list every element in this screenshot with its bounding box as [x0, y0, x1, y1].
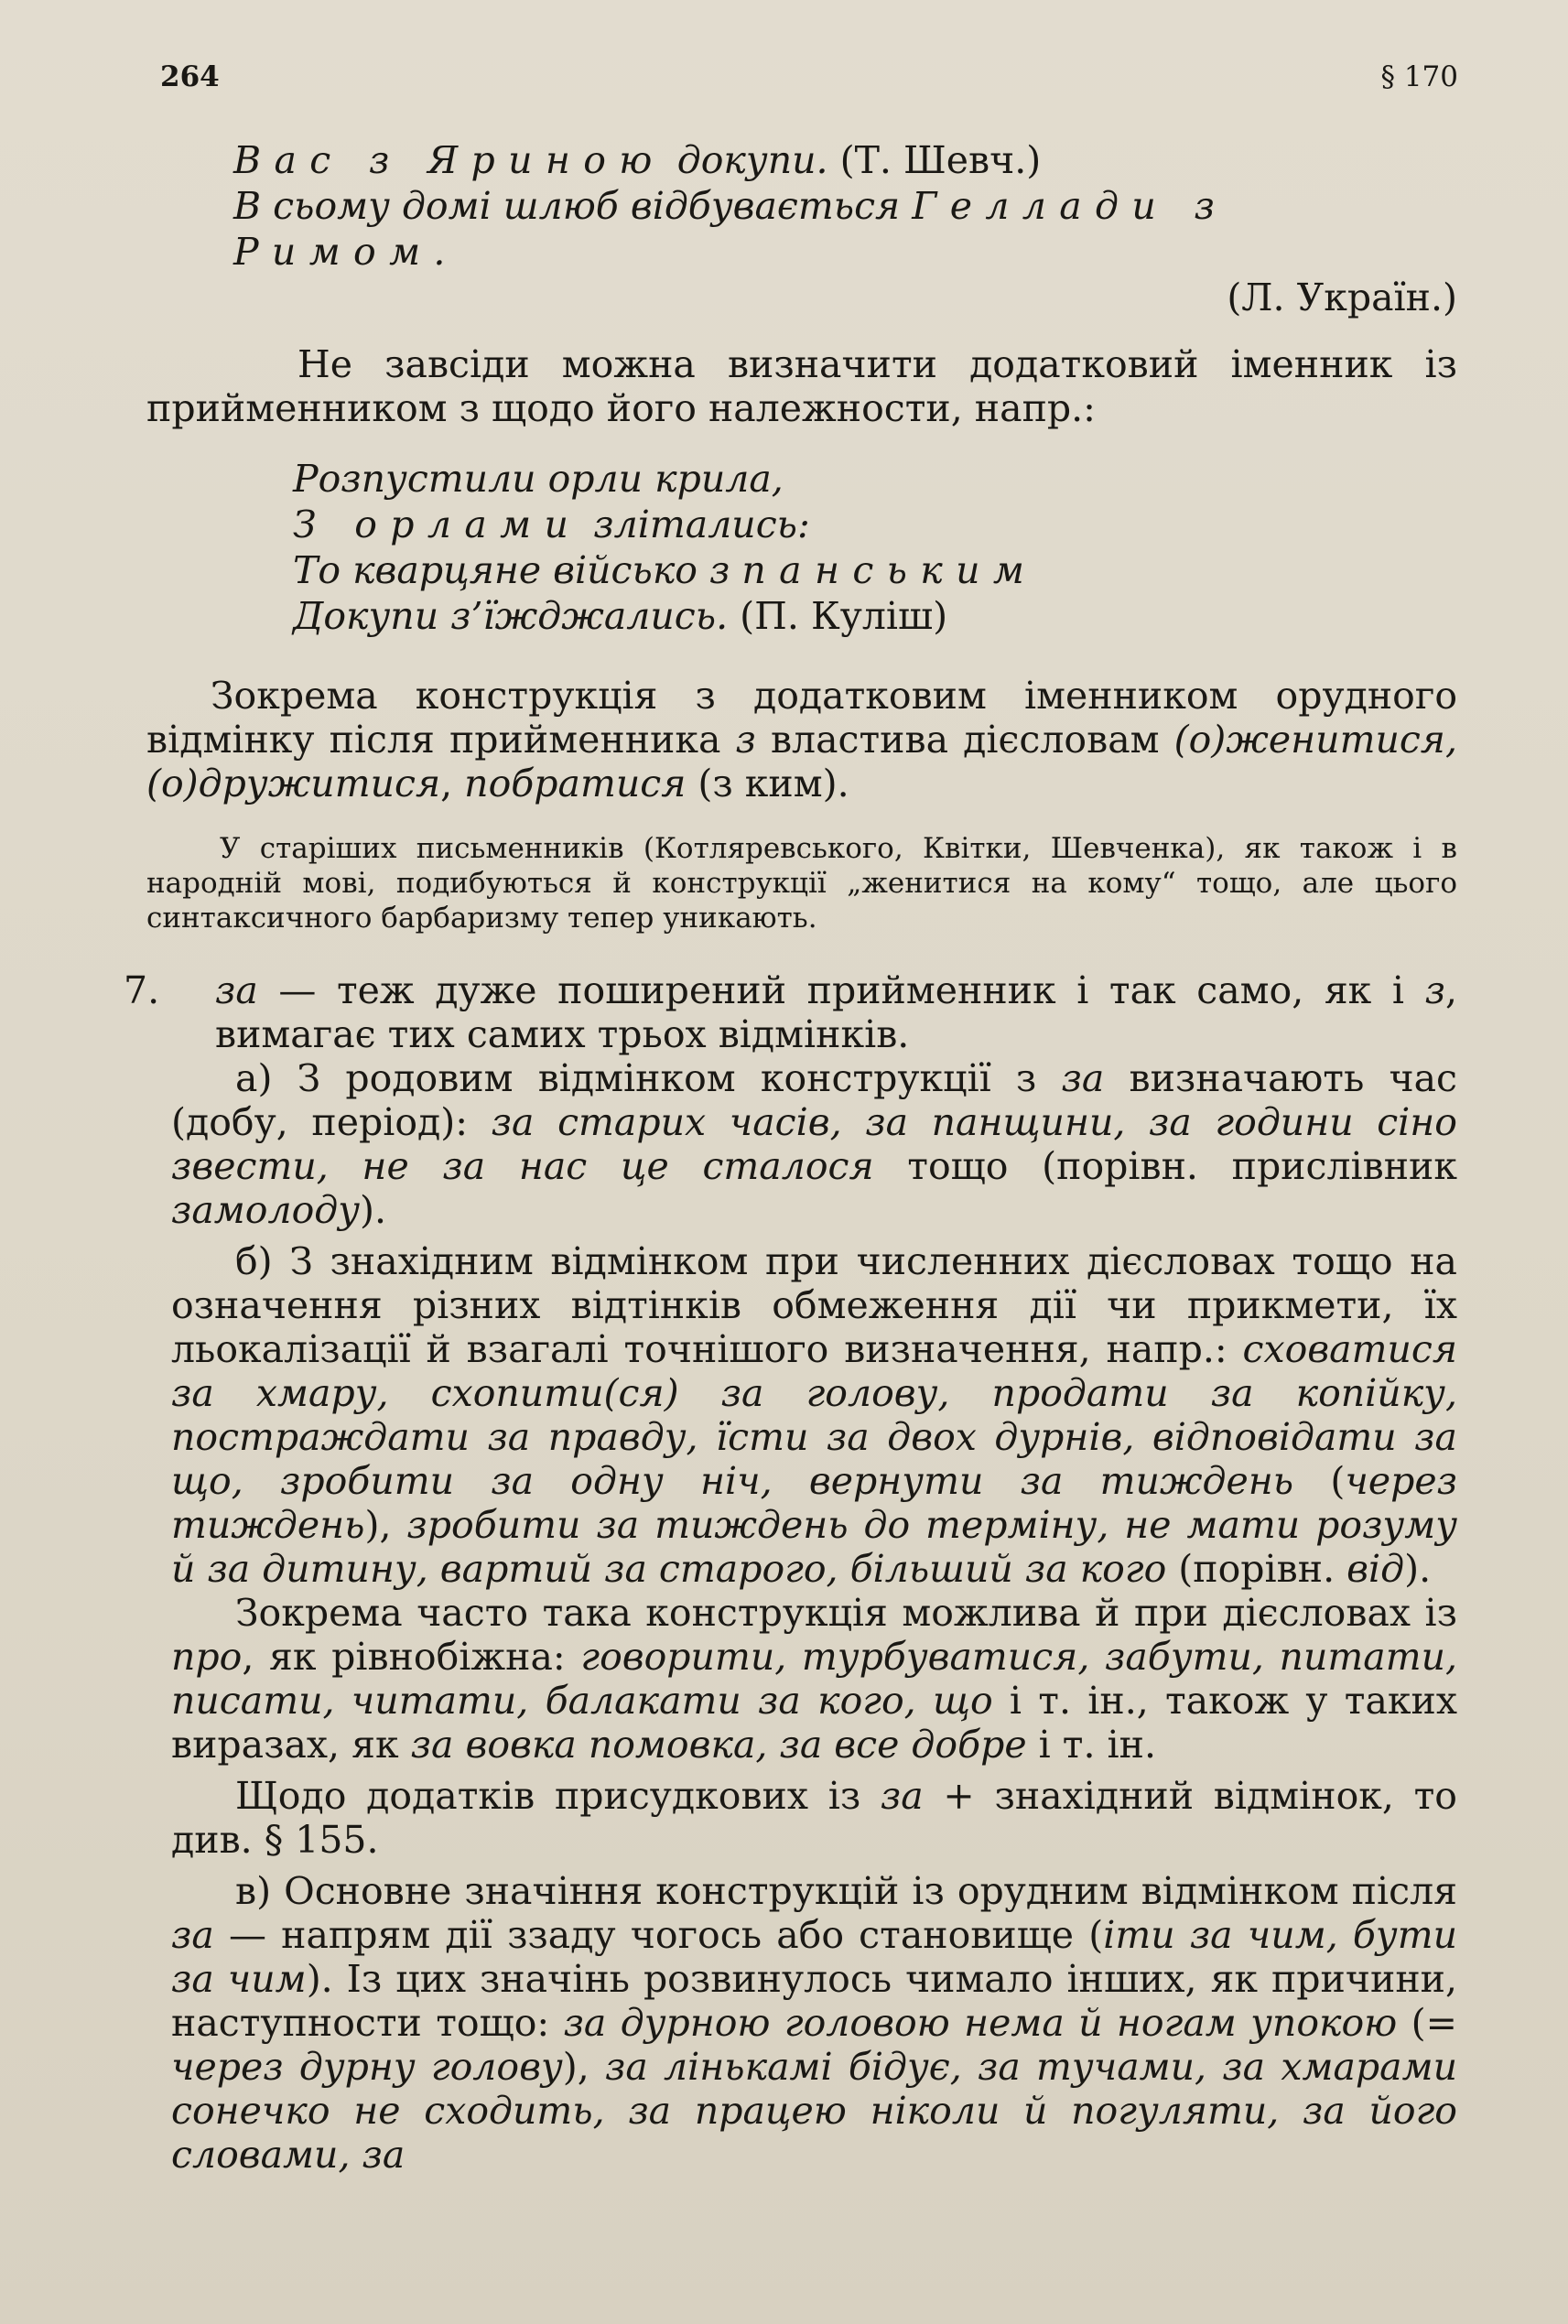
page-number: 264 — [160, 60, 220, 93]
text-italic: за вовка помовка, за все добре — [410, 1723, 1027, 1767]
text-italic: за — [1061, 1056, 1105, 1100]
text-italic: зробити за тиждень до терміну, не мати розуму й за дитину, вартий за старого, більший за кого — [171, 1503, 1457, 1591]
poem-text: злітались: — [581, 503, 810, 546]
text: — теж дуже поширений прийменник і так само, як і — [257, 968, 1425, 1012]
quote-line-1 — [233, 137, 1457, 183]
quote-source: (Т. Шевч.) — [827, 138, 1042, 182]
text: тощо (порівн. прислівник — [873, 1144, 1457, 1188]
quote-spaced: Вас з Яриною — [233, 138, 665, 182]
paragraph-4 — [105, 1774, 1457, 1862]
paragraph-1: Не завсіди можна визначити додатковий іменник із прийменником з щодо його належности, напр.: — [146, 342, 1457, 430]
text: ), — [562, 2045, 606, 2089]
text-italic: іти за чим, бути за чим — [171, 1913, 1457, 2001]
poem-text: Докупи з’їжджались. — [293, 594, 729, 638]
text-italic: з — [1424, 968, 1445, 1012]
text: — напрям дії ззаду чогось або становище ( — [213, 1913, 1104, 1957]
text-italic: (о)женитися, (о)дружитися — [146, 718, 1457, 805]
text-italic: за старих часів, за панщини, за години сіно звести, не за нас це сталося — [171, 1100, 1457, 1188]
text-italic: за дурною головою нема й ногам упокою — [563, 2001, 1398, 2045]
text-italic: за — [215, 968, 258, 1012]
text-italic: за — [880, 1774, 924, 1818]
text: ). — [360, 1188, 387, 1232]
text-italic: побратися — [464, 762, 687, 805]
text: в) Основне значіння конструкцій із орудним відмінком після — [235, 1869, 1457, 1913]
poem-line-4 — [293, 593, 1457, 639]
quote-source-2: (Л. Україн.) — [1227, 276, 1457, 319]
poem-source: (П. Куліш) — [728, 594, 948, 638]
subsection-b — [105, 1239, 1457, 1591]
text: Щодо додатків присудкових із — [235, 1774, 881, 1818]
subsection-a — [105, 1056, 1457, 1232]
text: і т. ін. — [1026, 1723, 1157, 1767]
text-italic: через дурну голову — [171, 2045, 563, 2089]
section-number: § 170 — [1380, 60, 1458, 93]
poem-text: То кварцяне військо з — [293, 548, 742, 592]
quote-spaced: Геллади з Римом. — [233, 184, 1228, 274]
text: властива дієсловам — [755, 718, 1174, 762]
poem — [293, 456, 1457, 639]
page-header — [160, 60, 1458, 106]
text: і т. ін., також у таких виразах, як — [171, 1679, 1457, 1767]
text: (порівн. — [1166, 1547, 1347, 1591]
text: (з ким). — [686, 762, 849, 805]
text-italic: через тиждень — [171, 1459, 1457, 1547]
paragraph-2 — [146, 674, 1457, 805]
footnote: У старіших письменників (Котляревського, Квітки, Шевченка), як також і в народній мові, подибуються й конструкції „женитися на кому“ тощо, але цього синтаксичного барбаризму тепер уникають. — [146, 832, 1457, 935]
item-7 — [124, 968, 1457, 1056]
text: а) З родовим відмінком конструкції з — [235, 1056, 1062, 1100]
quote-text: В сьому домі шлюб відбувається — [233, 184, 913, 228]
text-italic: про — [171, 1635, 243, 1679]
text-italic: замолоду — [171, 1188, 361, 1232]
text: ), — [364, 1503, 407, 1547]
text-italic: за лінькамі бідує, за тучами, за хмарами сонечко не сходить, за працею ніколи й погуляти, за його словами, за — [171, 2045, 1457, 2177]
text: Зокрема конструкція з додатковим іменником орудного відмінку після прийменника — [146, 674, 1457, 762]
text: , вимагає тих самих трьох відмінків. — [215, 968, 1457, 1056]
item-number: 7. — [124, 968, 160, 1012]
quote-text: докупи. — [665, 138, 828, 182]
text: , — [440, 762, 465, 805]
text-italic: за — [171, 1913, 214, 1957]
text: + знахідний відмінок, то див. § 155. — [171, 1774, 1457, 1862]
text: Зокрема часто така конструкція можлива й при дієсловах із — [235, 1591, 1457, 1635]
subsection-c — [105, 1869, 1457, 2177]
poem-line-3 — [293, 547, 1457, 593]
text: ( — [1293, 1459, 1346, 1503]
text: , як рівнобіжна: — [242, 1635, 581, 1679]
text: (= — [1397, 2001, 1457, 2045]
text: визначають час (добу, період): — [171, 1056, 1457, 1144]
page-body — [124, 137, 1458, 2177]
poem-spaced: З орлами — [293, 503, 582, 546]
poem-spaced: панським — [741, 548, 1038, 592]
text: б) З знахідним відмінком при численних дієсловах тощо на означення різних відтінків обмеження дії чи прикмети, їх льокалізації й взагалі точнішого визначення, напр.: — [171, 1239, 1457, 1371]
poem-line-1: Розпустили орли крила, — [293, 457, 784, 501]
text-italic: сховатися за хмару, схопити(ся) за голову, продати за копійку, постраждати за правду, їсти за двох дурнів, відповідати за що, зробити за одну ніч, вернути за тиждень — [171, 1327, 1457, 1503]
poem-line-2 — [293, 502, 1457, 547]
text: ). — [1404, 1547, 1432, 1591]
paragraph-3 — [105, 1591, 1457, 1767]
text-italic: з — [735, 718, 756, 762]
text-italic: від — [1346, 1547, 1405, 1591]
text-italic: говорити, турбуватися, забути, питати, писати, читати, балакати за кого, що — [171, 1635, 1458, 1723]
quote-line-2 — [233, 183, 1457, 275]
text: ). Із цих значінь розвинулось чимало інших, як причини, наступности тощо: — [171, 1957, 1458, 2045]
